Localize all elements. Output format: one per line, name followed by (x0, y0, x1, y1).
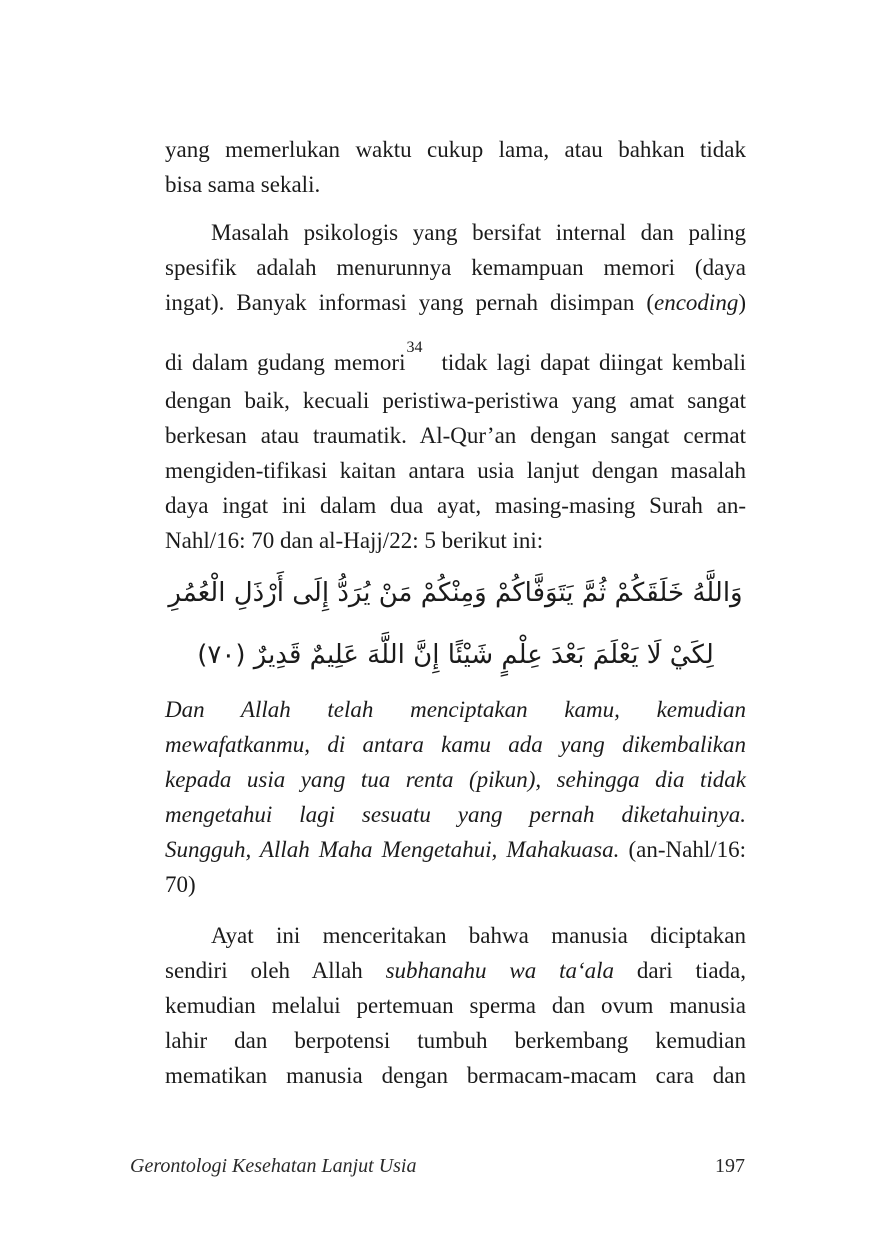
text-line: sendiri oleh Allah subhanahu wa ta‘ala dari tiada, (165, 958, 746, 983)
text-line: 70) (165, 872, 196, 897)
text-line: berkesan atau traumatik. Al-Qur’an dengan sangat cermat (165, 423, 746, 448)
page-footer (130, 1155, 745, 1178)
text-line: kemudian melalui pertemuan sperma dan ovum manusia (165, 993, 746, 1018)
paragraph-memory (165, 215, 746, 320)
page-number: 197 (715, 1155, 745, 1177)
verse-translation (165, 692, 746, 902)
text-line: mengetahui lagi sesuatu yang pernah diketahuinya. (165, 802, 746, 827)
text-line: di dalam gudang memori$^{34}$ tidak lagi dapat diingat kembali (165, 339, 746, 375)
text-line: Masalah psikologis yang bersifat internal dan paling (211, 220, 746, 245)
text-line: mematikan manusia dengan bermacam-macam cara dan (165, 1063, 746, 1088)
text-line: daya ingat ini dalam dua ayat, masing-masing Surah an- (165, 493, 746, 518)
text-line: kepada usia yang tua renta (pikun), sehingga dia tidak (165, 767, 746, 792)
text-line: dengan baik, kecuali peristiwa-peristiwa yang amat sangat (165, 388, 746, 413)
running-footer-book-title: Gerontologi Kesehatan Lanjut Usia (130, 1155, 417, 1177)
text-line: lahir dan berpotensi tumbuh berkembang kemudian (165, 1028, 746, 1053)
text-line: bisa sama sekali. (165, 172, 321, 197)
text-line: وَاللَّهُ خَلَقَكُمْ ثُمَّ يَتَوَفَّاكُمْ وَمِنْكُمْ مَنْ يُرَدُّ إِلَى أَرْذَلِ الْعُمُرِ (168, 578, 743, 608)
text-line: mengiden-tifikasi kaitan antara usia lanjut dengan masalah (165, 458, 746, 483)
text-line: Nahl/16: 70 dan al-Hajj/22: 5 berikut ini: (165, 528, 544, 553)
text-line: mewafatkanmu, di antara kamu ada yang dikembalikan (165, 732, 746, 757)
text-line: spesifik adalah menurunnya kemampuan memori (daya (165, 255, 746, 280)
text-line: لِكَيْ لَا يَعْلَمَ بَعْدَ عِلْمٍ شَيْئًا إِنَّ اللَّهَ عَلِيمٌ قَدِيرٌ (٧٠) (197, 640, 714, 670)
quran-verse-arabic (165, 562, 746, 686)
text-line: Ayat ini menceritakan bahwa manusia diciptakan (211, 923, 746, 948)
text-line: yang memerlukan waktu cukup lama, atau bahkan tidak (165, 137, 746, 162)
footnote-ref: 34 (406, 339, 423, 356)
paragraph-commentary (165, 918, 746, 1093)
text-line: Sungguh, Allah Maha Mengetahui, Mahakuasa. (an-Nahl/16: (165, 837, 747, 862)
body-text (165, 132, 746, 1093)
text-line: ingat). Banyak informasi yang pernah disimpan (encoding) (165, 290, 746, 315)
paragraph-memory-continued (165, 339, 746, 558)
paragraph-intro (165, 132, 746, 202)
text-line: Dan Allah telah menciptakan kamu, kemudian (165, 697, 746, 722)
